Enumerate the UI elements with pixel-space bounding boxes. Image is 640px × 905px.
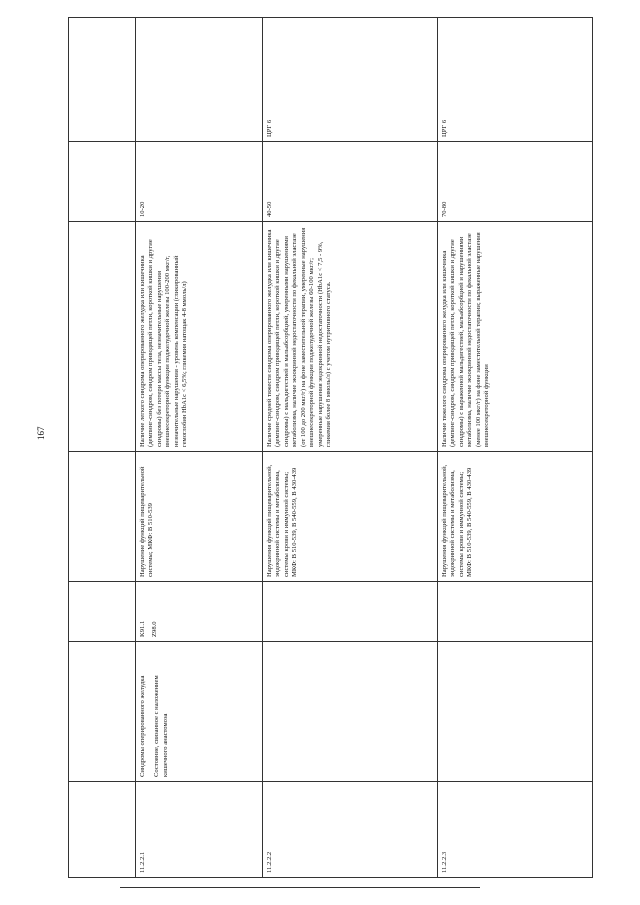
percent-cell: 10-20: [136, 142, 263, 222]
page-number: 167: [36, 426, 46, 440]
icd-cell: [136, 582, 263, 642]
row-code: 11.2.2.1: [136, 782, 263, 878]
system-cell: Нарушение функций пищеварительной системы; МКФ: B 510-539: [136, 452, 263, 582]
table-header-row: [69, 18, 136, 878]
system-cell: Нарушения функций пищеварительной, эндокринной системы и метаболизма, системы крови и иммунной системы; МКФ: B 510-539, B 540-559, B 430-439: [438, 452, 593, 582]
table-row: [136, 18, 263, 878]
reference-cell: ЦРГ 6: [438, 18, 593, 142]
icd-code-1: K91.1: [139, 620, 146, 637]
row-code: 11.2.2.2: [263, 782, 438, 878]
percent-cell: 70-80: [438, 142, 593, 222]
percent-cell: 40-50: [263, 142, 438, 222]
criteria-table: [68, 17, 593, 878]
icd-code-2: Z98.0: [151, 621, 159, 637]
reference-cell: ЦРГ 6: [263, 18, 438, 142]
rotated-page: [68, 18, 568, 878]
scan-edge-line: [120, 887, 480, 888]
description-cell: Наличие легкого синдрома оперированного желудка или кишечника (демпинг-синдром, синдром приводящей петли, короткой кишки и другие синдромы) без потери массы тела, незначительные нарушения внешнесекреторной функции поджелудочной железы 100-200 мкг/г, незначительные нарушения - уровень компенсации (гликированный гемоглобин HbA1c < 6,5%; гликемия натощак 4-8 ммоль/л): [136, 222, 263, 452]
table-row: [263, 18, 438, 878]
table-row: [438, 18, 593, 878]
diagnosis-cell: [136, 642, 263, 782]
description-cell: Наличие средней тяжести синдрома оперированного желудка или кишечника (демпинг-синдром, синдром приводящей петли, короткой кишки и другие синдромы) с мальдигестией и мальабсорбцией, умеренными нарушениями метаболизма, наличие экзокринной недостаточности по фекальной эластазе (от 100 до 200 мкг/г) на фоне заместительной терапии, умеренные нарушения внешнесекреторной функции поджелудочной железы 60-100 мкг/г; умеренные нарушения эндокринной недостаточности (HbA1c < 7,5 - 9%, гликемия более 8 ммоль/л) с учетом нутритивного статуса.: [263, 222, 438, 452]
diagnosis-name-1: Синдромы оперированного желудка: [139, 675, 146, 777]
reference-cell: [136, 18, 263, 142]
description-cell: Наличие тяжелого синдрома оперированного желудка или кишечника (демпинг-синдром, синдром приводящей петли, короткой кишки и другие синдромы) с выраженной мальдигестией, мальабсорбцией и нарушениями метаболизма, наличие экзокринной недостаточности по фекальной эластазе (менее 100 мкг/г) на фоне заместительной терапии; выраженные нарушения внешнесекреторной функции: [438, 222, 593, 452]
system-cell: Нарушения функций пищеварительной, эндокринной системы и метаболизма, системы крови и иммунной системы; МКФ: B 510-539, B 540-559, B 430-439: [263, 452, 438, 582]
diagnosis-name-2: Состояние, связанное с наложением кишечного анастомоза: [153, 675, 169, 777]
row-code: 11.2.2.3: [438, 782, 593, 878]
